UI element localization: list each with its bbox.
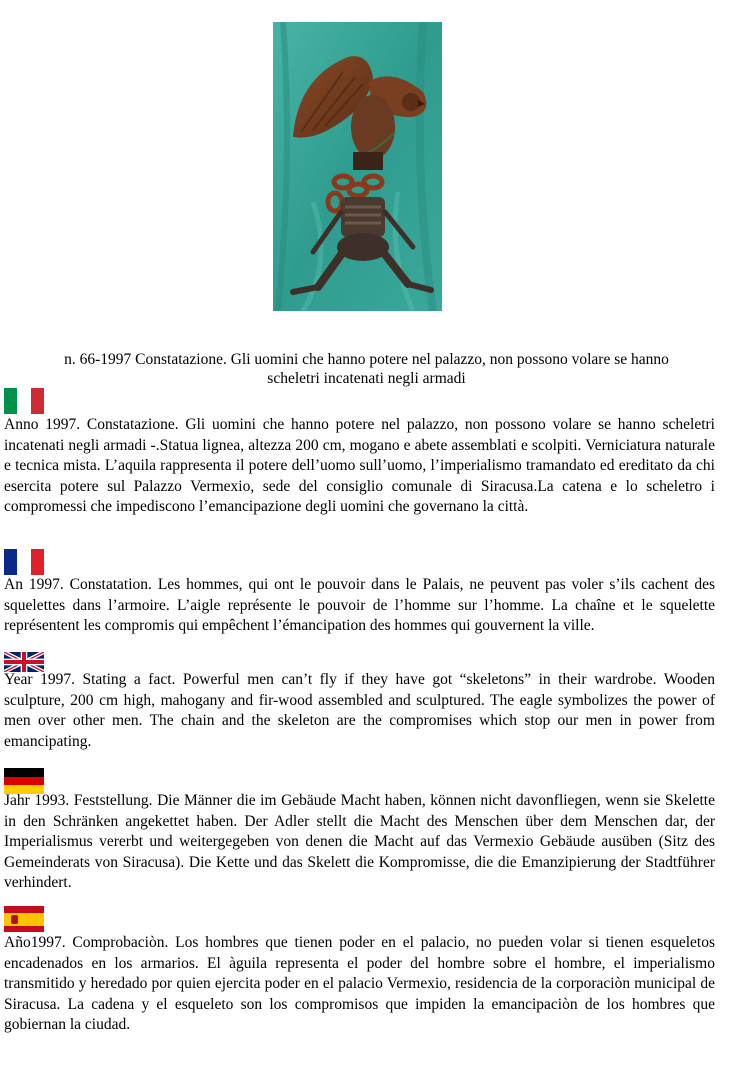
- eagle-sculpture-image: [273, 22, 442, 311]
- france-flag-icon: [4, 549, 44, 575]
- caption-line-2: scheletri incatenati negli armadi: [267, 370, 466, 387]
- caption-line-1: n. 66-1997 Constatazione. Gli uomini che hanno potere nel palazzo, non possono volare se hanno: [64, 351, 669, 368]
- caption: [20, 350, 713, 388]
- french-text: An 1997. Constatation. Les hommes, qui ont le pouvoir dans le Palais, ne peuvent pas voler s’ils cachent des squelettes dans l’armoire. L’aigle représente le pouvoir de l’homme sur l’homme. La chaîne et le squelette représentent les compromis qui empêchent l’émancipation des hommes qui gouvernent la ville.: [4, 576, 715, 634]
- english-text: Year 1997. Stating a fact. Powerful men can’t fly if they have got “skeletons” in their wardrobe. Wooden sculpture, 200 cm high, mahogany and fir-wood assembled and sculptured. The eagle symbolizes the power of men over other men. The chain and the skeleton are the compromises which stop our men in power from emancipating.: [4, 671, 715, 750]
- german-text: Jahr 1993. Feststellung. Die Männer die im Gebäude Macht haben, können nicht davonfliegen, wenn sie Skelette in den Schränken angekettet haben. Der Adler stellt die Macht des Menschen über dem Menschen dar, der Imperialismus vererbt und weitergegeben von denen die Macht auf das Vermexio Gebäude ausüben (Sitz des Gemeinderats von Siracusa). Die Kette und das Skelett die Kompromisse, die die Emanzipierung der Stadtführer verhindert.: [4, 792, 715, 891]
- italy-flag-icon: [4, 388, 44, 414]
- spanish-text: Año1997. Comprobaciòn. Los hombres que tienen poder en el palacio, no pueden volar si tienen esqueletos encadenados en los armarios. El àguila representa el poder del hombre sobre el hombre, el imperialismo transmitido y heredado por quien ejercita poder en el palacio Vermexio, residencia de la corporaciòn municipal de Siracusa. La cadena y el esqueleto son los compromisos que impiden la emancipaciòn de los hombres que gobiernan la ciudad.: [4, 934, 715, 1033]
- italian-text: Anno 1997. Constatazione. Gli uomini che hanno potere nel palazzo, non possono volare se hanno scheletri incatenati negli armadi -.Statua lignea, altezza 200 cm, mogano e abete assemblati e scolpiti. Verniciatura naturale e tecnica mista. L’aquila rappresenta il potere dell’uomo sull’uomo, l’imperialismo tramandato ed ereditato da chi esercita potere sul Palazzo Vermexio, sede del consiglio comunale di Siracusa.La catena e lo scheletro i compromessi che impediscono l’emancipazione degli uomini che governano la città.: [4, 416, 715, 515]
- spain-flag-icon: [4, 906, 44, 932]
- sculpture-photo: [273, 22, 442, 311]
